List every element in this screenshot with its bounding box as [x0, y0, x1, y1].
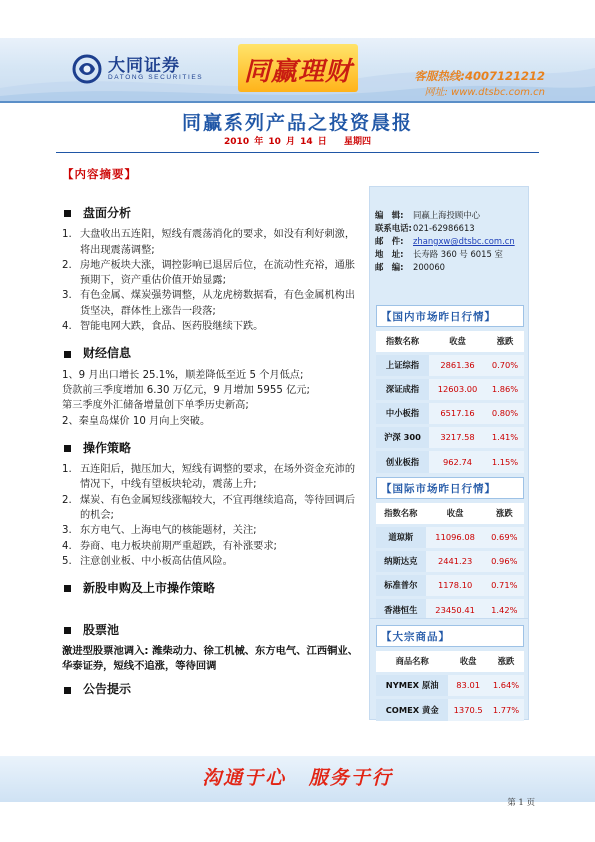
index-name: 上证综指 [376, 353, 429, 377]
contact-info [375, 209, 531, 274]
section-heading-strategy [62, 441, 364, 456]
title-divider [56, 152, 539, 153]
list-item-number: 4. [62, 540, 72, 552]
list-item [62, 523, 364, 538]
table-row [376, 425, 524, 449]
contact-row [375, 248, 531, 261]
brand-badge [238, 44, 358, 92]
index-name: 创业板指 [376, 449, 429, 473]
commodity-table [376, 651, 524, 721]
list-item [62, 554, 364, 569]
list-item-text: 注意创业板、中小板高估值风险。 [80, 555, 233, 567]
index-name: 中小板指 [376, 401, 429, 425]
index-name: 道琼斯 [376, 525, 426, 549]
international-market-table [376, 503, 524, 621]
table-header-row [376, 651, 524, 673]
index-name: 沪深 300 [376, 425, 429, 449]
commodity-name: NYMEX 原油 [376, 673, 448, 697]
list-item-number: 5. [62, 555, 72, 567]
finance-line: 2、秦皇岛煤价 10 月向上突破。 [62, 415, 211, 427]
list-item-number: 3. [62, 290, 72, 302]
column-header: 涨跌 [486, 331, 524, 353]
bullet-square-icon [64, 687, 71, 694]
change-value: 1.15% [486, 449, 524, 473]
contact-row [375, 209, 531, 222]
change-value: 0.80% [486, 401, 524, 425]
column-header: 收盘 [429, 331, 486, 353]
list-item [62, 227, 364, 258]
contact-row [375, 261, 531, 274]
report-title: 同赢系列产品之投资晨报 [181, 112, 413, 134]
list-item-number: 2. [62, 494, 72, 506]
index-name: 标准普尔 [376, 573, 426, 597]
change-value: 1.64% [488, 673, 524, 697]
contact-row [375, 235, 531, 248]
header-banner [0, 38, 595, 102]
close-value: 83.01 [448, 673, 488, 697]
section-heading-label: 操作策略 [83, 440, 132, 455]
list-item-number: 2. [62, 259, 72, 271]
stock-pool-text: 激进型股票池调入: 潍柴动力、徐工机械、东方电气、江西铜业、华泰证券，短线不追涨，等待回调 [62, 644, 359, 673]
change-value: 0.96% [485, 549, 524, 573]
close-value: 12603.00 [429, 377, 486, 401]
list-item-text: 智能电网大跌，食品、医药股继续下跌。 [80, 321, 264, 333]
commodity-name: COMEX 黄金 [376, 697, 448, 721]
sidebar-panel [369, 186, 529, 630]
change-value: 0.70% [486, 353, 524, 377]
column-header: 指数名称 [376, 503, 426, 525]
section-heading-market [62, 206, 364, 221]
close-value: 23450.41 [426, 597, 485, 621]
section-heading-label: 财经信息 [83, 346, 132, 361]
table-row [376, 449, 524, 473]
table-row [376, 377, 524, 401]
change-value: 1.42% [485, 597, 524, 621]
column-header: 涨跌 [488, 651, 524, 673]
bullet-square-icon [64, 210, 71, 217]
list-item-text: 东方电气、上海电气的核能题材，关注; [80, 525, 257, 537]
list-item [62, 288, 364, 319]
page-number: 第 1 页 [507, 798, 535, 808]
close-value: 11096.08 [426, 525, 485, 549]
list-item [62, 319, 364, 334]
table-row [376, 573, 524, 597]
section-heading-ipo [62, 581, 364, 596]
column-header: 指数名称 [376, 331, 429, 353]
finance-line: 1、9 月出口增长 25.1%，顺差降低至近 5 个月低点; [62, 369, 304, 381]
contact-key: 邮 编: [375, 262, 404, 272]
contact-postcode: 200060 [413, 262, 445, 272]
table-row [376, 697, 524, 721]
report-weekday: 星期四 [343, 137, 371, 147]
change-value: 0.71% [485, 573, 524, 597]
change-value: 0.69% [485, 525, 524, 549]
list-item [62, 258, 364, 289]
list-item [62, 462, 364, 493]
contact-key: 联系电话: [375, 223, 412, 233]
strategy-list [62, 462, 364, 569]
company-logo-icon [72, 54, 102, 84]
column-header: 收盘 [426, 503, 485, 525]
change-value: 1.77% [488, 697, 524, 721]
list-item-number: 1. [62, 464, 72, 476]
column-header: 涨跌 [485, 503, 524, 525]
list-item-text: 有色金属、煤炭强势调整，从龙虎榜数据看，有色金属机构出货坚决，群体性上涨告一段落; [80, 290, 356, 317]
list-item-text: 五连阳后，抛压加大，短线有调整的要求，在场外资金充沛的情况下，中线有望板块轮动，震荡上升; [80, 464, 356, 491]
section-heading-label: 股票池 [83, 622, 120, 637]
list-item [62, 539, 364, 554]
website-link[interactable]: 网址: www.dtsbc.com.cn [424, 87, 545, 98]
table-row [376, 525, 524, 549]
domestic-market-table [376, 331, 524, 473]
section-heading-label: 公告提示 [83, 682, 132, 697]
finance-list [62, 368, 364, 429]
close-value: 2861.36 [429, 353, 486, 377]
index-name: 深证成指 [376, 377, 429, 401]
table-row [376, 401, 524, 425]
contact-key: 邮 件: [375, 236, 404, 246]
footer-slogan: 沟通于心 服务于行 [202, 767, 393, 789]
section-heading-finance [62, 346, 364, 361]
brand-title: 同赢理财 [243, 57, 352, 87]
table-row [376, 549, 524, 573]
bullet-square-icon [64, 585, 71, 592]
close-value: 1178.10 [426, 573, 485, 597]
table-row [376, 673, 524, 697]
column-header: 商品名称 [376, 651, 448, 673]
change-value: 1.41% [486, 425, 524, 449]
list-item [62, 493, 364, 524]
finance-line: 贷款前三季度增加 6.30 万亿元，9 月增加 5955 亿元; [62, 384, 310, 396]
bullet-square-icon [64, 445, 71, 452]
company-name: 大同证券 [108, 56, 180, 76]
contact-address: 长寿路 360 号 6015 室 [413, 249, 503, 259]
close-value: 3217.58 [429, 425, 486, 449]
bullet-square-icon [64, 351, 71, 358]
contact-phone: 021-62986613 [413, 223, 475, 233]
market-list [62, 227, 364, 334]
table-row [376, 353, 524, 377]
company-name-en: DATONG SECURITIES [108, 74, 204, 81]
section-heading-label: 盘面分析 [83, 206, 132, 220]
list-item-number: 1. [62, 229, 72, 241]
column-header: 收盘 [448, 651, 488, 673]
table-header-row [376, 503, 524, 525]
section-heading-label: 新股申购及上市操作策略 [83, 581, 216, 596]
close-value: 2441.23 [426, 549, 485, 573]
index-name: 纳斯达克 [376, 549, 426, 573]
commodity-panel [369, 618, 529, 720]
content-column [62, 206, 364, 704]
contact-key: 编 辑: [375, 210, 404, 220]
contact-key: 地 址: [375, 249, 404, 259]
commodity-title: 【大宗商品】 [376, 625, 524, 647]
finance-line: 第三季度外汇储备增量创下单季历史新高; [62, 400, 249, 412]
change-value: 1.86% [486, 377, 524, 401]
report-date-value: 2010 年 10 月 14 日 [224, 137, 327, 147]
contact-value: 同赢上海投顾中心 [413, 210, 480, 220]
bullet-square-icon [64, 627, 71, 634]
index-name: 香港恒生 [376, 597, 426, 621]
summary-tag: 【内容摘要】 [62, 167, 137, 181]
list-item-text: 房地产板块大涨，调控影响已退居后位，在流动性充裕，通胀预期下，资产重估价值开始显露; [80, 259, 356, 287]
footer-banner [0, 756, 595, 802]
close-value: 962.74 [429, 449, 486, 473]
list-item-text: 大盘收出五连阳，短线有震荡消化的要求，如没有利好刺激，将出现震荡调整; [80, 229, 356, 256]
report-date [0, 134, 595, 147]
list-item-number: 4. [62, 321, 72, 333]
list-item-text: 券商、电力板块前期严重超跌，有补涨要求; [80, 540, 277, 552]
service-hotline: 客服热线:4007121212 [414, 69, 545, 83]
header-divider [0, 101, 595, 103]
section-heading-pool [62, 623, 364, 638]
domestic-market-title: 【国内市场昨日行情】 [376, 305, 524, 327]
close-value: 1370.5 [448, 697, 488, 721]
international-market-title: 【国际市场昨日行情】 [376, 477, 524, 499]
close-value: 6517.16 [429, 401, 486, 425]
section-heading-notice [62, 682, 364, 697]
table-header-row [376, 331, 524, 353]
list-item-number: 3. [62, 525, 72, 537]
list-item-text: 煤炭、有色金属短线涨幅较大，不宜再继续追高，等待回调后的机会; [80, 494, 356, 522]
contact-email-link[interactable]: zhangxw@dtsbc.com.cn [413, 236, 515, 246]
contact-row [375, 222, 531, 235]
